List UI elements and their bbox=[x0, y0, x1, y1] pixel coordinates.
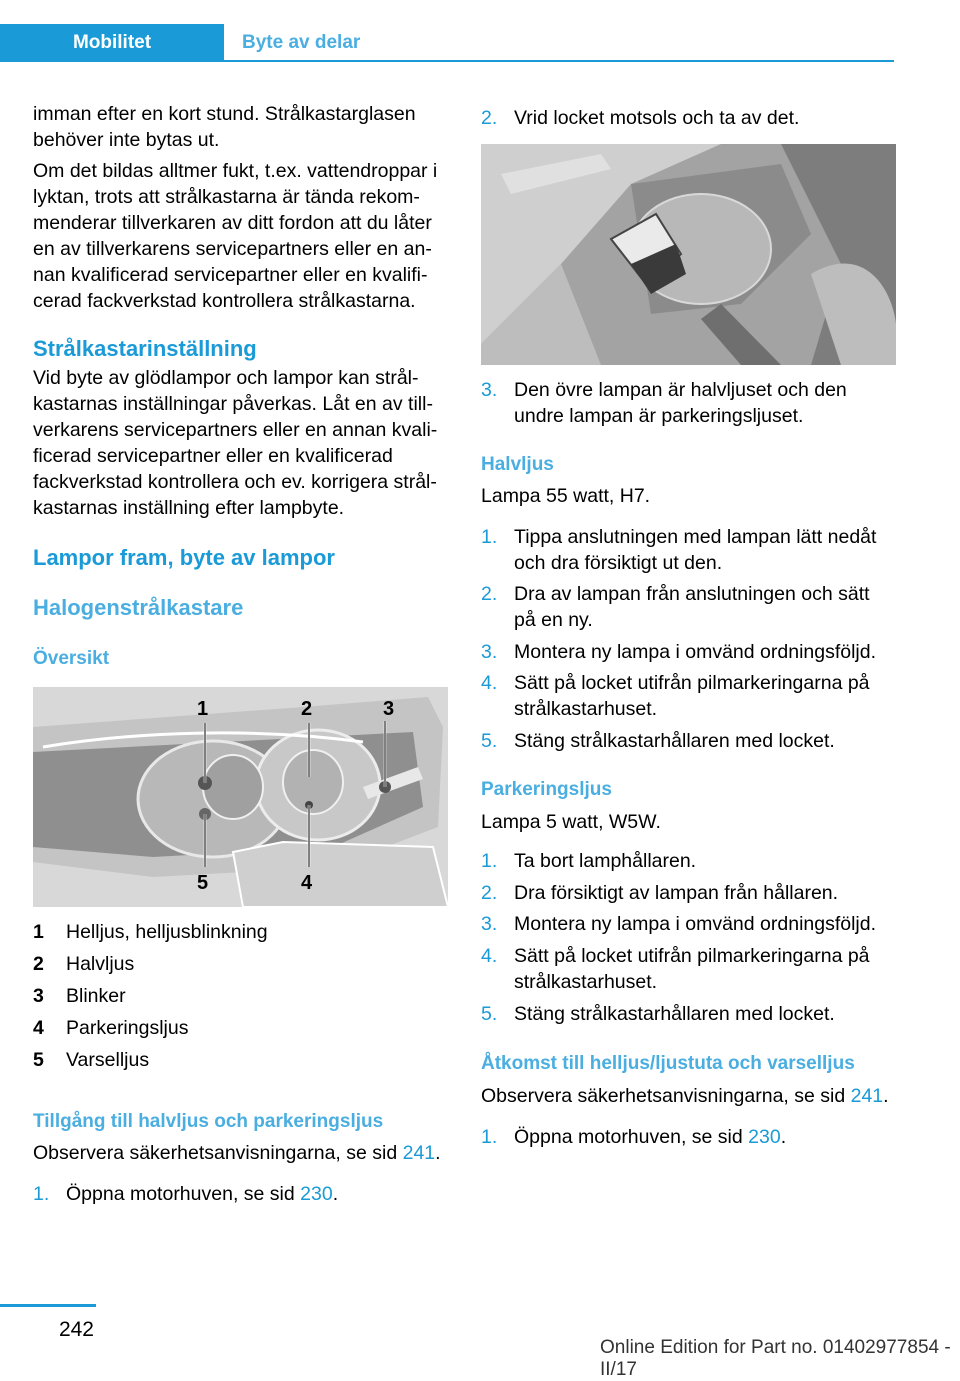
engine-bay-illustration bbox=[481, 144, 896, 365]
step-text: Den övre lampan är halvljuset och den undre lampan är parkeringsljuset. bbox=[514, 379, 847, 427]
intro-paragraph-1: imman efter en kort stund. Strålkastarglasen behöver inte bytas ut. bbox=[33, 103, 416, 151]
high-access-paragraph bbox=[481, 1083, 896, 1109]
step-text: Dra försiktigt av lampan från hållaren. bbox=[514, 882, 839, 904]
legend-item bbox=[33, 919, 268, 945]
step-text-end: . bbox=[332, 1183, 339, 1205]
heading-parking-light: Parkeringsljus bbox=[481, 779, 612, 800]
page-link-230[interactable]: 230 bbox=[300, 1183, 333, 1205]
callout-1: 1 bbox=[197, 698, 209, 720]
step-text: Sätt på locket utifrån pilmarkeringarna på strålkastarhuset. bbox=[514, 945, 870, 993]
heading-headlight-adjust: Strålkastarinställning bbox=[33, 336, 257, 361]
heading-access-low-parking: Tillgång till halvljus och parkeringsljus bbox=[33, 1111, 384, 1132]
legend-number: 2 bbox=[33, 953, 44, 975]
step-text: Tippa anslutningen med lampan lätt nedåt och dra försiktigt ut den. bbox=[514, 526, 877, 574]
page-link-230[interactable]: 230 bbox=[748, 1126, 781, 1148]
step-number: 4. bbox=[481, 672, 498, 694]
heading-access-high-beam: Åtkomst till helljus/ljustuta och varselljus bbox=[481, 1053, 855, 1074]
step-text: Montera ny lampa i omvänd ordningsföljd. bbox=[514, 641, 877, 663]
step-number: 3. bbox=[481, 913, 498, 935]
callout-3: 3 bbox=[383, 698, 395, 720]
step-text: Sätt på locket utifrån pilmarkeringarna på strålkastarhuset. bbox=[514, 672, 870, 720]
step-open-hood-2 bbox=[481, 1124, 896, 1150]
access-paragraph bbox=[33, 1140, 448, 1166]
step-text bbox=[66, 1181, 448, 1207]
step-text: Stäng strålkastarhållaren med locket. bbox=[514, 1003, 835, 1025]
header-tabs bbox=[0, 24, 360, 62]
legend-number: 5 bbox=[33, 1049, 44, 1071]
callout-5: 5 bbox=[197, 872, 209, 894]
legend-label: Parkeringsljus bbox=[66, 1017, 189, 1039]
step-identify-lamps bbox=[481, 377, 896, 429]
low-step-1 bbox=[481, 524, 896, 576]
parking-light-spec: Lampa 5 watt, W5W. bbox=[481, 811, 661, 833]
low-step-2 bbox=[481, 581, 896, 633]
step-text-main: Öppna motorhuven, se sid bbox=[66, 1183, 301, 1205]
step-text-end: . bbox=[780, 1126, 787, 1148]
park-step-1 bbox=[481, 848, 896, 874]
headlight-overview-image bbox=[33, 687, 448, 907]
step-remove-cover bbox=[481, 105, 896, 131]
step-number: 5. bbox=[481, 730, 498, 752]
headlight-illustration bbox=[33, 687, 448, 907]
callout-2: 2 bbox=[301, 698, 313, 720]
legend-item bbox=[33, 1047, 149, 1073]
step-number: 4. bbox=[481, 945, 498, 967]
park-step-2 bbox=[481, 880, 896, 906]
step-text bbox=[514, 1124, 896, 1150]
low-step-5 bbox=[481, 728, 896, 754]
step-number: 1. bbox=[33, 1183, 50, 1205]
legend-label: Blinker bbox=[66, 985, 126, 1007]
step-open-hood bbox=[33, 1181, 448, 1207]
tab-byte-av-delar[interactable]: Byte av delar bbox=[242, 32, 361, 53]
page-number: 242 bbox=[58, 1318, 94, 1341]
legend-item bbox=[33, 951, 134, 977]
heading-halogen: Halogenstrålkastare bbox=[33, 595, 244, 620]
legend-label: Halvljus bbox=[66, 953, 135, 975]
low-beam-spec: Lampa 55 watt, H7. bbox=[481, 485, 651, 507]
edition-note: Online Edition for Part no. 01402977854 - II/17 bbox=[600, 1337, 951, 1380]
step-text: Ta bort lamphållaren. bbox=[514, 850, 697, 872]
park-step-3 bbox=[481, 911, 896, 937]
page-link-241[interactable]: 241 bbox=[402, 1142, 436, 1164]
step-number: 5. bbox=[481, 1003, 498, 1025]
heading-lamps-front: Lampor fram, byte av lampor bbox=[33, 545, 335, 570]
access-text-end: . bbox=[435, 1142, 441, 1164]
legend-label: Helljus, helljusblinkning bbox=[66, 921, 268, 943]
legend-number: 4 bbox=[33, 1017, 44, 1039]
legend-number: 3 bbox=[33, 985, 44, 1007]
step-text: Montera ny lampa i omvänd ordningsföljd. bbox=[514, 913, 877, 935]
tab-mobilitet[interactable]: Mobilitet bbox=[0, 24, 224, 62]
step-number: 3. bbox=[481, 641, 498, 663]
legend-number: 1 bbox=[33, 921, 44, 943]
step-text-main: Öppna motorhuven, se sid bbox=[514, 1126, 749, 1148]
step-text: Vrid locket motsols och ta av det. bbox=[514, 107, 800, 129]
step-number: 1. bbox=[481, 850, 498, 872]
step-number: 1. bbox=[481, 526, 498, 548]
header-rule bbox=[224, 60, 894, 62]
intro-paragraph-2: Om det bildas alltmer fukt, t.ex. vattendroppar i lyktan, trots att strålkastarna är tända rekommenderar tillverkaren av ditt fordon att du låter en av tillverkarens servicepartners eller en annan kvalificerad servicepartner eller en kvalificerad fackverkstad kontrollera strålkastarna. bbox=[33, 160, 438, 312]
legend-item bbox=[33, 983, 126, 1009]
step-text: Stäng strålkastarhållaren med locket. bbox=[514, 730, 835, 752]
heading-low-beam: Halvljus bbox=[481, 454, 554, 475]
engine-bay-image bbox=[481, 144, 896, 365]
step-number: 2. bbox=[481, 107, 498, 129]
step-text: Dra av lampan från anslutningen och sätt på en ny. bbox=[514, 583, 870, 631]
adjust-paragraph: Vid byte av glödlampor och lampor kan strålkastarnas inställningar påverkas. Låt en av tillverkarens servicepartners eller en annan kvalificerad servicepartner eller en kvalificerad fackverkstad kontrollera och ev. korrigera strålkastarnas inställning efter lampbyte. bbox=[33, 367, 438, 519]
high-access-text: Observera säkerhetsanvisningarna, se sid bbox=[481, 1085, 851, 1107]
step-number: 2. bbox=[481, 882, 498, 904]
access-text: Observera säkerhetsanvisningarna, se sid bbox=[33, 1142, 403, 1164]
low-step-3 bbox=[481, 639, 896, 665]
step-number: 2. bbox=[481, 583, 498, 605]
heading-overview: Översikt bbox=[33, 648, 110, 669]
step-number: 1. bbox=[481, 1126, 498, 1148]
step-number: 3. bbox=[481, 379, 498, 401]
high-access-text-end: . bbox=[883, 1085, 889, 1107]
park-step-5 bbox=[481, 1001, 896, 1027]
park-step-4 bbox=[481, 943, 896, 995]
legend-item bbox=[33, 1015, 188, 1041]
callout-4: 4 bbox=[301, 872, 313, 894]
low-step-4 bbox=[481, 670, 896, 722]
legend-label: Varselljus bbox=[66, 1049, 150, 1071]
page-link-241[interactable]: 241 bbox=[850, 1085, 884, 1107]
footer-rule bbox=[0, 1304, 96, 1307]
